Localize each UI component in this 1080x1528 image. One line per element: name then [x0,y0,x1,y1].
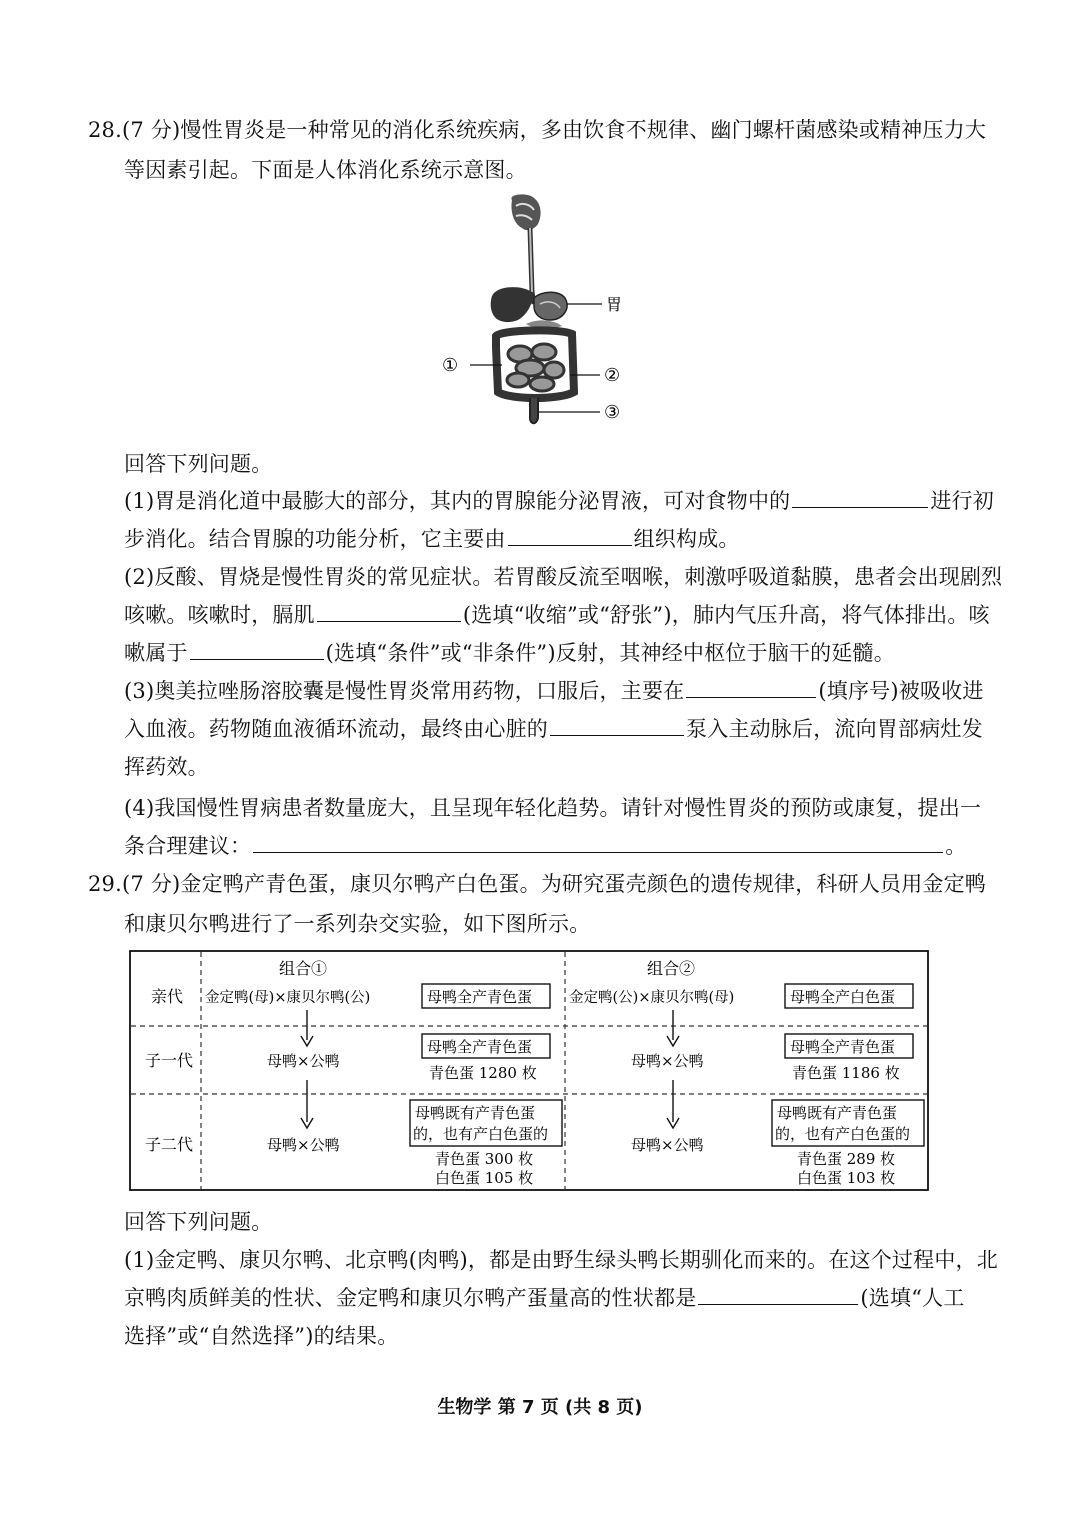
q28-s4-line2: 条合理建议： 。 [124,834,967,858]
digestive-system-figure [430,192,650,432]
combo2-f1-cross: 母鸭×公鸭 [631,1052,704,1070]
q28-s2-line2: 咳嗽。咳嗽时，膈肌 (选填“收缩”或“舒张”)，肺内气压升高，将气体排出。咳 [124,603,990,627]
answer-blank-8[interactable] [698,1286,858,1305]
label-2: ② [604,365,621,386]
answer-blank-3[interactable] [317,603,461,622]
combo1-f2-result-l1: 母鸭既有产青色蛋 [415,1104,536,1122]
row-header-parent: 亲代 [151,987,184,1006]
combo1-parents: 金定鸭(母)×康贝尔鸭(公) [205,990,371,1006]
liver [491,287,533,322]
combo2-f2-result-l1: 母鸭既有产青色蛋 [777,1104,898,1122]
combo2-parents-result: 母鸭全产白色蛋 [790,988,896,1006]
label-1: ① [442,355,459,376]
combo2-title: 组合② [647,959,696,978]
q28-prompt: 回答下列问题。 [124,452,273,476]
q28-s1-line1: (1)胃是消化道中最膨大的部分，其内的胃腺能分泌胃液，可对食物中的 进行初 [124,489,994,513]
small-intestine [507,344,564,391]
combo2-parents: 金定鸭(公)×康贝尔鸭(母) [569,990,735,1006]
q28-s3-line2: 入血液。药物随血液循环流动，最终由心脏的 泵入主动脉后，流向胃部病灶发 [124,717,983,741]
q28-s3-line3: 挥药效。 [124,755,209,779]
q28-s2-line3: 嗽属于 (选填“条件”或“非条件”)反射，其神经中枢位于脑干的延髓。 [124,641,895,665]
combo1-f1-cross: 母鸭×公鸭 [267,1052,340,1070]
combo2-f2-cross: 母鸭×公鸭 [631,1136,704,1154]
q29-s1-line1: (1)金定鸭、康贝尔鸭、北京鸭(肉鸭)，都是由野生绿头鸭长期驯化而来的。在这个过程中，北 [124,1248,998,1272]
q28-s4-line1: (4)我国慢性胃病患者数量庞大，且呈现年轻化趋势。请针对慢性胃炎的预防或康复，提出一 [124,796,982,820]
answer-blank-1[interactable] [792,489,928,508]
answer-blank-2[interactable] [508,527,632,546]
label-stomach: 胃 [606,295,623,314]
answer-blank-7[interactable] [253,834,943,853]
combo1-parents-result: 母鸭全产青色蛋 [427,988,533,1006]
combo1-f2-count2: 白色蛋 105 枚 [435,1169,534,1187]
row-header-f1: 子一代 [145,1051,194,1070]
answer-blank-6[interactable] [550,717,684,736]
combo2-f1-result: 母鸭全产青色蛋 [790,1038,896,1056]
stomach [534,292,567,320]
combo1-f2-cross: 母鸭×公鸭 [267,1136,340,1154]
combo1-f2-count1: 青色蛋 300 枚 [435,1150,534,1168]
q28-stem-line1: 28.(7 分)慢性胃炎是一种常见的消化系统疾病，多由饮食不规律、幽门螺杆菌感染或精神压力大 [88,118,987,142]
combo2-f2-result-l2: 的，也有产白色蛋的 [775,1125,911,1143]
combo2-f2-count2: 白色蛋 103 枚 [797,1169,896,1187]
label-3: ③ [604,402,621,423]
q29-s1-line3: 选择”或“自然选择”)的结果。 [124,1324,399,1348]
combo1-f1-result: 母鸭全产青色蛋 [427,1038,533,1056]
answer-blank-5[interactable] [686,679,816,698]
q28-s2-line1: (2)反酸、胃烧是慢性胃炎的常见症状。若胃酸反流至咽喉，刺激呼吸道黏膜，患者会出现剧烈 [124,565,1003,589]
q29-prompt: 回答下列问题。 [124,1210,273,1234]
cross-experiment-table [129,950,929,1191]
combo1-title: 组合① [279,959,328,978]
page-footer: 生物学 第 7 页 (共 8 页) [437,1397,643,1418]
row-header-f2: 子二代 [145,1135,194,1154]
combo1-f1-count: 青色蛋 1280 枚 [429,1064,537,1082]
q29-stem-line2: 和康贝尔鸭进行了一系列杂交实验，如下图所示。 [124,912,591,936]
head-shape [511,194,540,230]
answer-blank-4[interactable] [190,641,324,660]
combo2-f1-count: 青色蛋 1186 枚 [792,1064,900,1082]
q29-s1-line2: 京鸭肉质鲜美的性状、金定鸭和康贝尔鸭产蛋量高的性状都是 (选填“人工 [124,1286,965,1310]
q28-stem-line2: 等因素引起。下面是人体消化系统示意图。 [124,158,527,182]
q29-stem-line1: 29.(7 分)金定鸭产青色蛋，康贝尔鸭产白色蛋。为研究蛋壳颜色的遗传规律，科研人员用金定鸭 [88,872,987,896]
combo1-f2-result-l2: 的，也有产白色蛋的 [413,1125,549,1143]
rectum [530,398,538,423]
combo2-f2-count1: 青色蛋 289 枚 [797,1150,896,1168]
q28-s1-line2: 步消化。结合胃腺的功能分析，它主要由 组织构成。 [124,527,740,551]
q28-s3-line1: (3)奥美拉唑肠溶胶囊是慢性胃炎常用药物，口服后，主要在 (填序号)被吸收进 [124,679,984,703]
